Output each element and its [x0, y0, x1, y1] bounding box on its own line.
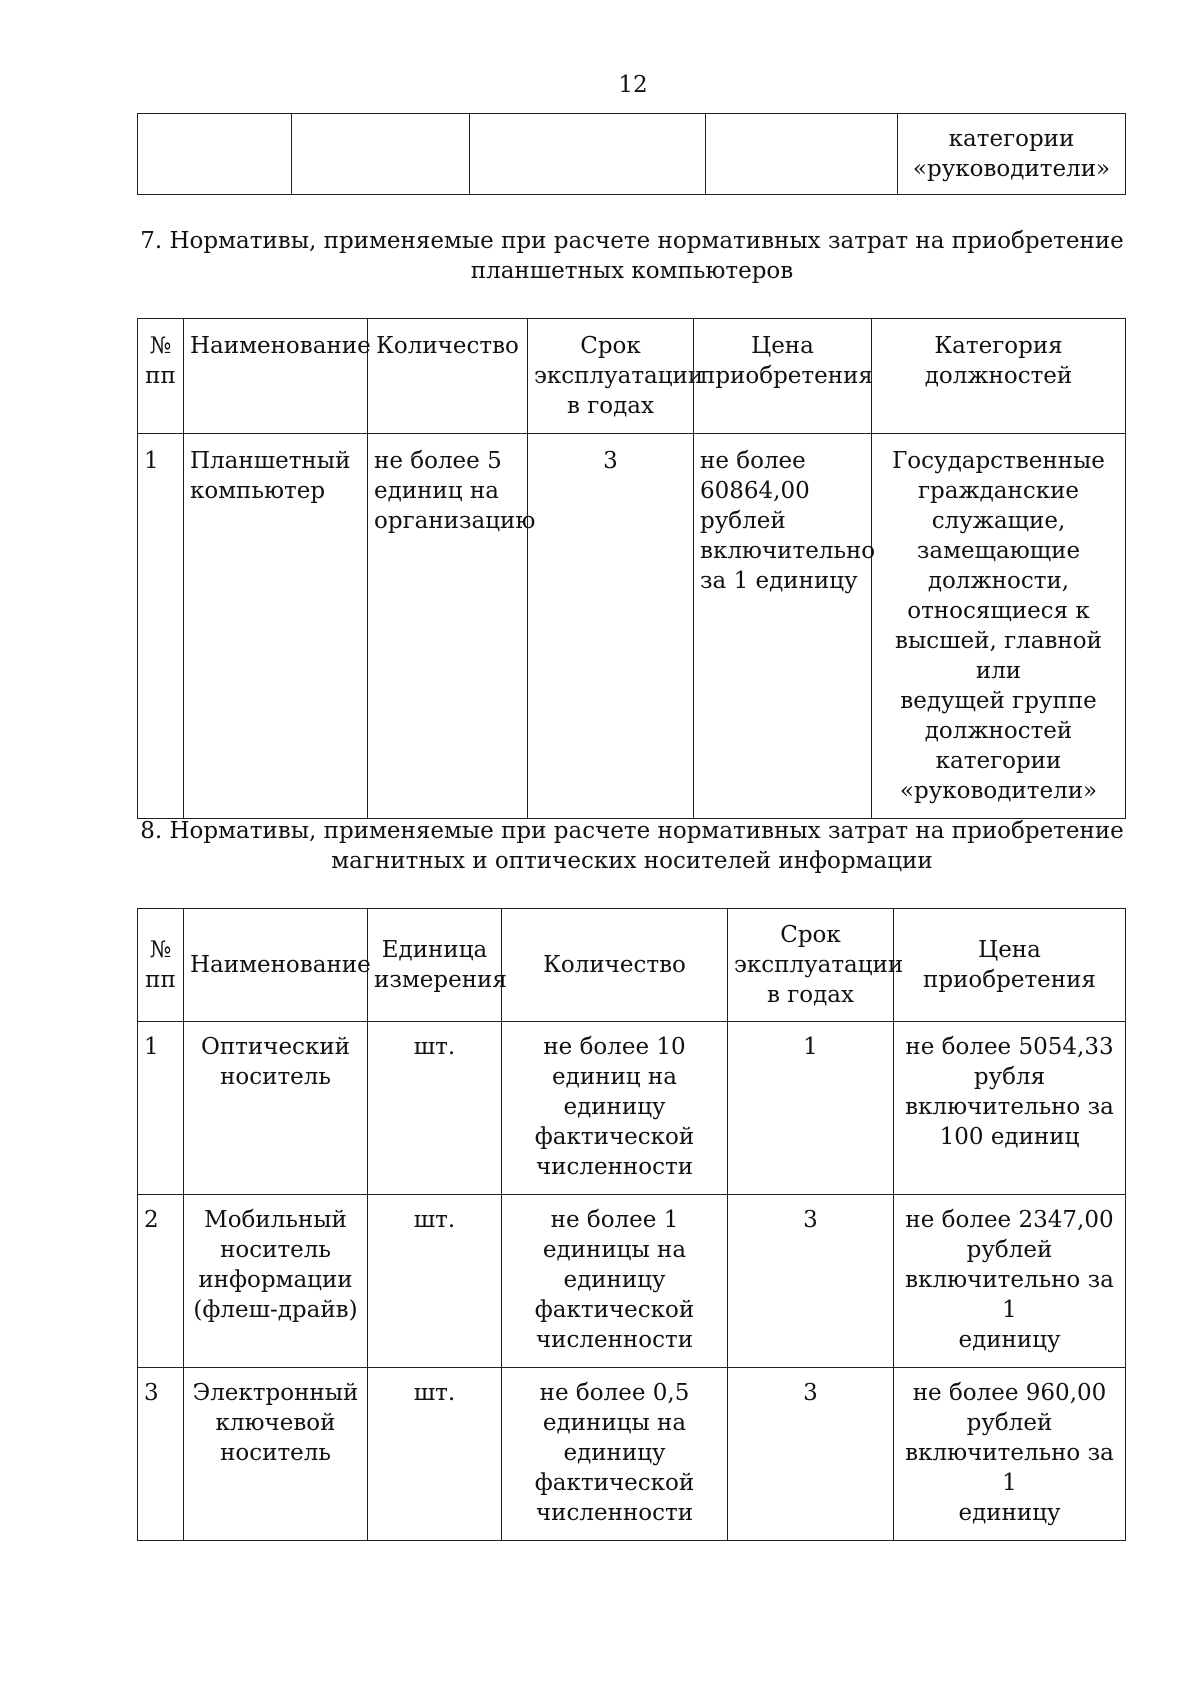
category-cell: Государственные гражданские служащие, замещающие должности, относящиеся к высшей, главной или ведущей группе должностей категории «руководители» — [872, 434, 1126, 819]
term-cell: 1 — [728, 1022, 894, 1195]
table-cell — [706, 114, 898, 195]
row-number: 1 — [138, 434, 184, 819]
page-number: 12 — [618, 72, 648, 98]
row-number: 1 — [138, 1022, 184, 1195]
table-header-row — [138, 909, 1126, 1022]
price-cell: не более 2347,00 рублей включительно за 1 единицу — [894, 1195, 1126, 1368]
table-header-row — [138, 319, 1126, 434]
table-cell — [292, 114, 470, 195]
header-cell: Цена приобретения — [694, 319, 872, 434]
item-name: Электронный ключевой носитель — [184, 1368, 368, 1541]
item-name: Планшетный компьютер — [184, 434, 368, 819]
item-name: Оптический носитель — [184, 1022, 368, 1195]
header-cell: Цена приобретения — [894, 909, 1126, 1022]
header-cell: Срок эксплуатации в годах — [728, 909, 894, 1022]
quantity-cell: не более 1 единицы на единицу фактической численности — [502, 1195, 728, 1368]
quantity-cell: не более 5 единиц на организацию — [368, 434, 528, 819]
header-cell: Единица измерения — [368, 909, 502, 1022]
term-cell: 3 — [528, 434, 694, 819]
unit-cell: шт. — [368, 1195, 502, 1368]
unit-cell: шт. — [368, 1022, 502, 1195]
header-cell: Наименование — [184, 909, 368, 1022]
table-row — [138, 1195, 1126, 1368]
table-row — [138, 1022, 1126, 1195]
term-cell: 3 — [728, 1195, 894, 1368]
quantity-cell: не более 10 единиц на единицу фактической численности — [502, 1022, 728, 1195]
header-cell: Количество — [368, 319, 528, 434]
header-cell: № пп — [138, 909, 184, 1022]
quantity-cell: не более 0,5 единицы на единицу фактической численности — [502, 1368, 728, 1541]
term-cell: 3 — [728, 1368, 894, 1541]
header-cell: Наименование — [184, 319, 368, 434]
price-cell: не более 60864,00 рублей включительно за 1 единицу — [694, 434, 872, 819]
tablet-norms-table — [137, 318, 1126, 819]
table-cell: категории «руководители» — [898, 114, 1126, 195]
price-cell: не более 5054,33 рубля включительно за 100 единиц — [894, 1022, 1126, 1195]
header-cell: Количество — [502, 909, 728, 1022]
table-row — [138, 1368, 1126, 1541]
row-number: 3 — [138, 1368, 184, 1541]
unit-cell: шт. — [368, 1368, 502, 1541]
price-cell: не более 960,00 рублей включительно за 1 единицу — [894, 1368, 1126, 1541]
header-cell: Срок эксплуатации в годах — [528, 319, 694, 434]
row-number: 2 — [138, 1195, 184, 1368]
section-7-heading: 7. Нормативы, применяемые при расчете нормативных затрат на приобретение планшетных компьютеров — [140, 228, 1124, 284]
media-norms-table — [137, 908, 1126, 1541]
table-cell — [470, 114, 706, 195]
section-8-heading: 8. Нормативы, применяемые при расчете нормативных затрат на приобретение магнитных и оптических носителей информации — [140, 818, 1124, 874]
header-cell: Категория должностей — [872, 319, 1126, 434]
table-cell — [138, 114, 292, 195]
table-row — [138, 114, 1126, 195]
table-row — [138, 434, 1126, 819]
header-cell: № пп — [138, 319, 184, 434]
continued-table — [137, 113, 1126, 195]
item-name: Мобильный носитель информации (флеш-драйв) — [184, 1195, 368, 1368]
